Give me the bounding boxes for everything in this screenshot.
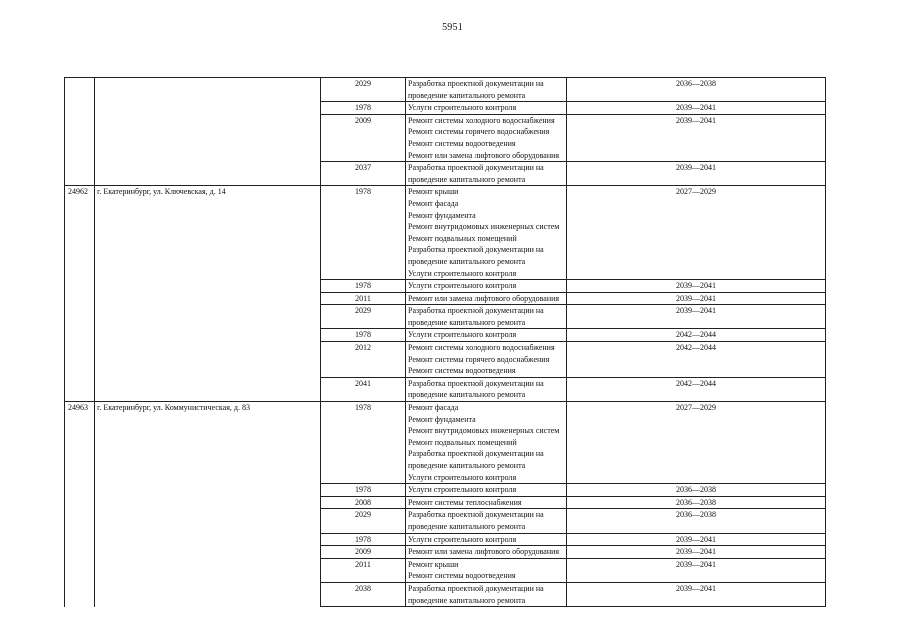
work-types-cell (406, 329, 567, 342)
work-type-line: Ремонт крыши (408, 187, 459, 197)
work-type-line: Услуги строительного контроля (408, 281, 517, 291)
period-cell: 2036—2038 (567, 496, 826, 509)
work-type-line: Разработка проектной документации на (408, 449, 544, 459)
work-type-line: Разработка проектной документации на (408, 583, 544, 593)
work-type-line: Услуги строительного контроля (408, 268, 517, 278)
work-type-line: Ремонт системы горячего водоснабжения (408, 127, 550, 137)
work-type-line: проведение капитального ремонта (408, 595, 526, 605)
work-type-line: Разработка проектной документации на (408, 306, 544, 316)
period-cell: 2036—2038 (567, 484, 826, 497)
year-cell: 2041 (321, 377, 406, 401)
work-type-line: Ремонт системы водоотведения (408, 366, 516, 376)
year-cell: 2011 (321, 292, 406, 305)
work-type-line: Ремонт системы горячего водоснабжения (408, 354, 550, 364)
work-types-cell (406, 484, 567, 497)
work-type-line: проведение капитального ремонта (408, 390, 526, 400)
work-type-line: Услуги строительного контроля (408, 472, 517, 482)
period-cell: 2039—2041 (567, 305, 826, 329)
year-cell: 1978 (321, 280, 406, 293)
year-cell: 2029 (321, 305, 406, 329)
work-types-cell (406, 292, 567, 305)
period-cell: 2039—2041 (567, 162, 826, 186)
work-types-cell (406, 377, 567, 401)
work-types-cell (406, 78, 567, 102)
year-cell: 2029 (321, 509, 406, 533)
work-types-cell (406, 509, 567, 533)
period-cell: 2042—2044 (567, 342, 826, 378)
work-type-line: проведение капитального ремонта (408, 521, 526, 531)
work-type-line: Разработка проектной документации на (408, 163, 544, 173)
year-cell: 2012 (321, 342, 406, 378)
period-cell: 2027—2029 (567, 186, 826, 280)
building-number-cell: 24963 (65, 402, 95, 607)
work-type-line: Разработка проектной документации на (408, 245, 544, 255)
year-cell: 2029 (321, 78, 406, 102)
year-cell: 2009 (321, 546, 406, 559)
work-type-line: Ремонт системы холодного водоснабжения (408, 115, 555, 125)
period-cell: 2039—2041 (567, 102, 826, 115)
year-cell: 1978 (321, 102, 406, 115)
period-cell: 2039—2041 (567, 292, 826, 305)
period-cell: 2039—2041 (567, 546, 826, 559)
work-types-cell (406, 582, 567, 606)
work-type-line: Услуги строительного контроля (408, 485, 517, 495)
year-cell: 2008 (321, 496, 406, 509)
work-type-line: Ремонт или замена лифтового оборудования (408, 547, 560, 557)
year-cell: 2011 (321, 558, 406, 582)
period-cell: 2042—2044 (567, 329, 826, 342)
period-cell: 2039—2041 (567, 582, 826, 606)
work-type-line: Ремонт или замена лифтового оборудования (408, 293, 560, 303)
work-types-cell (406, 402, 567, 484)
work-type-line: Ремонт фасада (408, 198, 459, 208)
work-type-line: Разработка проектной документации на (408, 510, 544, 520)
work-type-line: Ремонт или замена лифтового оборудования (408, 150, 560, 160)
work-types-cell (406, 558, 567, 582)
work-types-cell (406, 280, 567, 293)
year-cell: 1978 (321, 533, 406, 546)
work-types-cell (406, 342, 567, 378)
work-type-line: Ремонт системы холодного водоснабжения (408, 343, 555, 353)
period-cell: 2039—2041 (567, 533, 826, 546)
period-cell: 2039—2041 (567, 558, 826, 582)
period-cell: 2039—2041 (567, 280, 826, 293)
table-body (65, 78, 826, 607)
address-cell (95, 78, 321, 186)
repair-schedule-table-container (64, 77, 825, 607)
year-cell: 1978 (321, 402, 406, 484)
work-type-line: Ремонт подвальных помещений (408, 233, 517, 243)
work-type-line: Услуги строительного контроля (408, 103, 517, 113)
work-type-line: Разработка проектной документации на (408, 79, 544, 88)
work-type-line: Ремонт крыши (408, 559, 459, 569)
table-row (65, 78, 826, 102)
work-types-cell (406, 162, 567, 186)
work-type-line: проведение капитального ремонта (408, 256, 526, 266)
table-row (65, 402, 826, 484)
work-type-line: Ремонт фундамента (408, 210, 476, 220)
work-types-cell (406, 114, 567, 161)
address-cell: г. Екатеринбург, ул. Ключевская, д. 14 (95, 186, 321, 402)
work-types-cell (406, 305, 567, 329)
work-types-cell (406, 102, 567, 115)
building-number-cell (65, 78, 95, 186)
year-cell: 2038 (321, 582, 406, 606)
building-number-cell: 24962 (65, 186, 95, 402)
work-type-line: Ремонт системы водоотведения (408, 571, 516, 581)
work-type-line: Ремонт фасада (408, 403, 459, 413)
work-type-line: Ремонт внутридомовых инженерных систем (408, 222, 560, 232)
table-row (65, 186, 826, 280)
work-type-line: Услуги строительного контроля (408, 330, 517, 340)
work-type-line: Ремонт фундамента (408, 414, 476, 424)
work-types-cell (406, 533, 567, 546)
period-cell: 2036—2038 (567, 78, 826, 102)
period-cell: 2039—2041 (567, 114, 826, 161)
work-type-line: проведение капитального ремонта (408, 317, 526, 327)
year-cell: 1978 (321, 484, 406, 497)
year-cell: 2009 (321, 114, 406, 161)
work-type-line: проведение капитального ремонта (408, 174, 526, 184)
work-type-line: Ремонт подвальных помещений (408, 437, 517, 447)
work-types-cell (406, 546, 567, 559)
year-cell: 2037 (321, 162, 406, 186)
work-type-line: Разработка проектной документации на (408, 378, 544, 388)
year-cell: 1978 (321, 186, 406, 280)
work-type-line: проведение капитального ремонта (408, 90, 526, 100)
work-type-line: Ремонт системы водоотведения (408, 138, 516, 148)
period-cell: 2036—2038 (567, 509, 826, 533)
repair-schedule-table (64, 77, 826, 607)
period-cell: 2042—2044 (567, 377, 826, 401)
period-cell: 2027—2029 (567, 402, 826, 484)
year-cell: 1978 (321, 329, 406, 342)
page-number: 5951 (442, 22, 463, 33)
work-type-line: Услуги строительного контроля (408, 534, 517, 544)
work-types-cell (406, 496, 567, 509)
work-type-line: Ремонт внутридомовых инженерных систем (408, 426, 560, 436)
address-cell: г. Екатеринбург, ул. Коммунистическая, д. 83 (95, 402, 321, 607)
work-type-line: Ремонт системы теплоснабжения (408, 497, 522, 507)
work-type-line: проведение капитального ремонта (408, 461, 526, 470)
work-types-cell (406, 186, 567, 280)
